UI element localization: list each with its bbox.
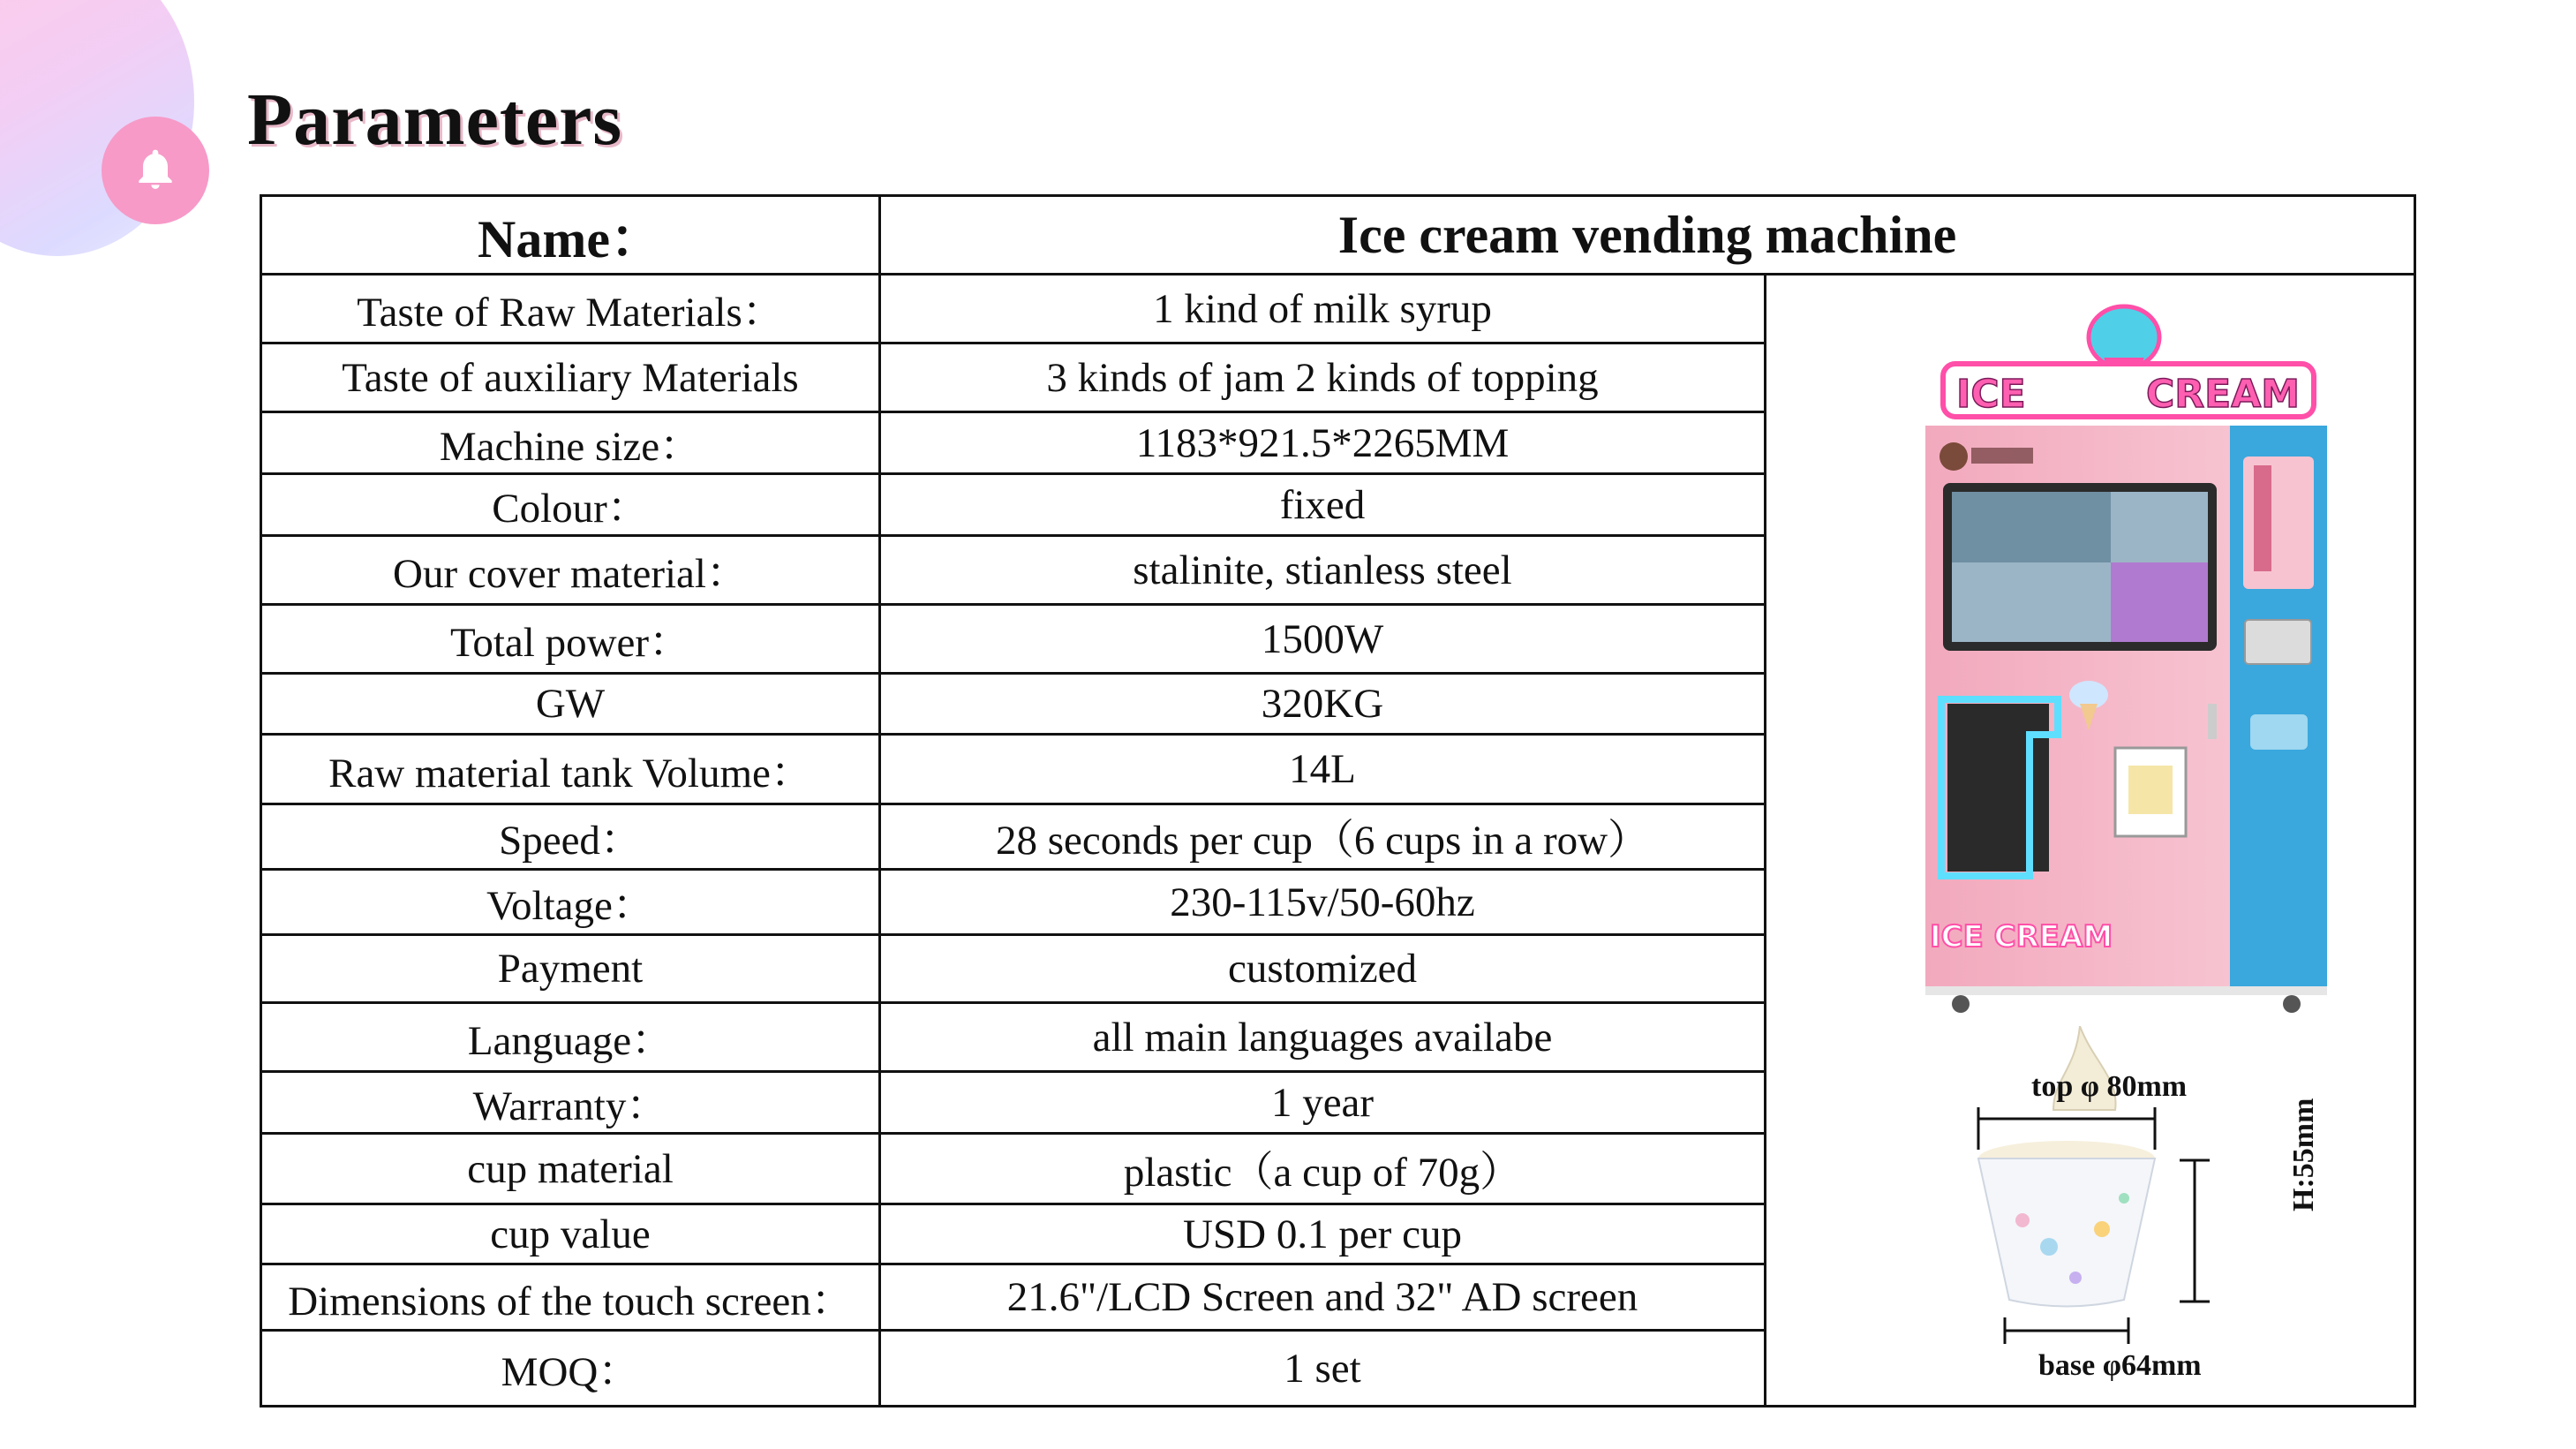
product-name-cell: Ice cream vending machine bbox=[880, 196, 2415, 275]
cup-height-label: H:55mm bbox=[2287, 1098, 2320, 1211]
name-label-cell: Name： bbox=[261, 196, 880, 275]
panel-sign-text: ICE CREAM bbox=[1930, 919, 2113, 955]
parameter-label: Raw material tank Volume： bbox=[261, 735, 880, 804]
parameter-value: plastic（a cup of 70g） bbox=[880, 1134, 1766, 1204]
parameter-label: Colour： bbox=[261, 474, 880, 536]
table-header-row bbox=[261, 196, 2415, 275]
parameter-value: fixed bbox=[880, 474, 1766, 536]
parameter-value: 21.6"/LCD Screen and 32" AD screen bbox=[880, 1264, 1766, 1331]
parameter-label: Warranty： bbox=[261, 1072, 880, 1134]
parameter-label: Voltage： bbox=[261, 870, 880, 935]
parameter-label: Taste of Raw Materials： bbox=[261, 275, 880, 343]
parameter-label: Total power： bbox=[261, 605, 880, 674]
parameter-label: Our cover material： bbox=[261, 536, 880, 605]
page-title: Parameters bbox=[247, 79, 623, 161]
parameter-value: customized bbox=[880, 935, 1766, 1003]
parameter-label: cup material bbox=[261, 1134, 880, 1204]
parameter-label: GW bbox=[261, 674, 880, 735]
parameter-label: Taste of auxiliary Materials bbox=[261, 343, 880, 412]
parameter-value: 230-115v/50-60hz bbox=[880, 870, 1766, 935]
parameter-label: Language： bbox=[261, 1003, 880, 1072]
parameter-value: 14L bbox=[880, 735, 1766, 804]
parameter-label: Payment bbox=[261, 935, 880, 1003]
parameter-value: 3 kinds of jam 2 kinds of topping bbox=[880, 343, 1766, 412]
parameter-value: 28 seconds per cup（6 cups in a row） bbox=[880, 804, 1766, 870]
parameter-value: 320KG bbox=[880, 674, 1766, 735]
bell-icon bbox=[131, 146, 180, 195]
vending-machine-image bbox=[1925, 289, 2331, 1013]
cup-base-diameter-label: base φ64mm bbox=[2038, 1349, 2202, 1382]
sign-text-left: ICE bbox=[1956, 372, 2026, 417]
table-row bbox=[261, 275, 2415, 343]
parameter-value: USD 0.1 per cup bbox=[880, 1204, 1766, 1264]
bell-badge bbox=[102, 117, 209, 224]
parameter-value: 1183*921.5*2265MM bbox=[880, 412, 1766, 474]
parameter-label: Dimensions of the touch screen： bbox=[261, 1264, 880, 1331]
sign-text-right: CREAM bbox=[2146, 372, 2301, 417]
parameter-value: 1 year bbox=[880, 1072, 1766, 1134]
parameter-label: Speed： bbox=[261, 804, 880, 870]
cup-top-diameter-label: top φ 80mm bbox=[2031, 1070, 2188, 1103]
parameter-value: stalinite, stianless steel bbox=[880, 536, 1766, 605]
parameter-label: MOQ： bbox=[261, 1331, 880, 1407]
parameter-value: 1 kind of milk syrup bbox=[880, 275, 1766, 343]
parameters-table bbox=[260, 194, 2416, 1407]
parameter-label: Machine size： bbox=[261, 412, 880, 474]
parameter-value: 1500W bbox=[880, 605, 1766, 674]
parameter-value: 1 set bbox=[880, 1331, 1766, 1407]
product-image-cell bbox=[1766, 275, 2415, 1407]
parameter-label: cup value bbox=[261, 1204, 880, 1264]
parameter-value: all main languages availabe bbox=[880, 1003, 1766, 1072]
